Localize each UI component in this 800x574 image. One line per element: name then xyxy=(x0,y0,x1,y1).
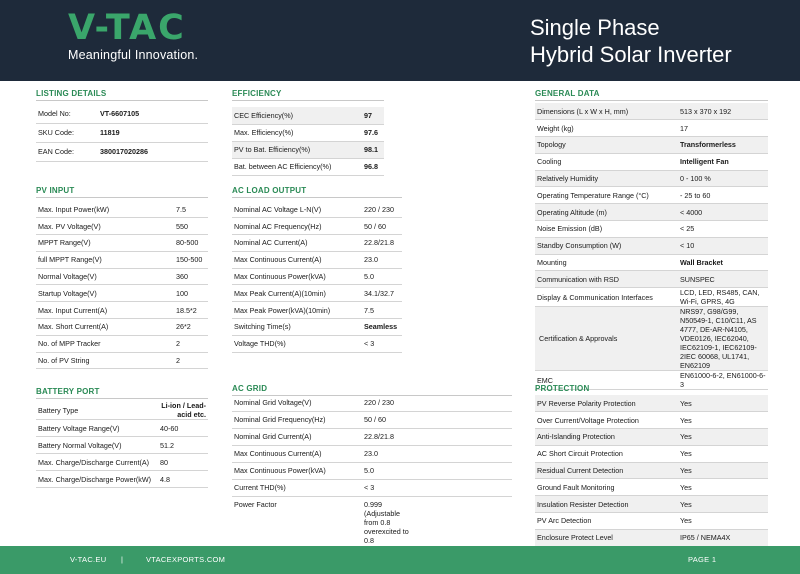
spec-value: 11819 xyxy=(98,123,208,142)
spec-label: Max. PV Voltage(V) xyxy=(36,218,174,235)
spec-label: Power Factor xyxy=(232,496,362,554)
spec-value: 26*2 xyxy=(174,319,208,336)
spec-value: EN61000-6-2, EN61000-6-3 xyxy=(678,371,768,390)
spec-value: 23.0 xyxy=(362,445,512,462)
spec-value: SUNSPEC xyxy=(678,271,768,288)
table-row xyxy=(36,420,208,437)
spec-value: 23.0 xyxy=(362,251,402,268)
spec-label: Max Peak Power(kVA)(10min) xyxy=(232,302,362,319)
spec-value: 4.8 xyxy=(158,471,208,488)
spec-value: - 25 to 60 xyxy=(678,187,768,204)
table-row xyxy=(232,462,512,479)
table-row xyxy=(36,218,208,235)
spec-label: Max. Charge/Discharge Power(kW) xyxy=(36,471,158,488)
spec-label: Battery Voltage Range(V) xyxy=(36,420,158,437)
spec-value: Yes xyxy=(678,429,768,446)
table-row xyxy=(232,201,402,218)
spec-label: Max Continuous Power(kVA) xyxy=(232,462,362,479)
spec-table-general xyxy=(535,103,768,390)
spec-label: Dimensions (L x W x H, mm) xyxy=(535,103,678,120)
table-row xyxy=(535,103,768,120)
spec-label: Bat. between AC Efficiency(%) xyxy=(232,158,362,175)
spec-value: 50 / 60 xyxy=(362,411,512,428)
spec-label: Certification & Approvals xyxy=(535,307,678,371)
table-row xyxy=(535,412,768,429)
spec-label: Max. Efficiency(%) xyxy=(232,124,362,141)
spec-value: 22.8/21.8 xyxy=(362,428,512,445)
section-title-pv: PV INPUT xyxy=(36,186,75,195)
spec-value: Transformerless xyxy=(678,137,768,154)
spec-label: PV to Bat. Efficiency(%) xyxy=(232,141,362,158)
table-row xyxy=(36,123,208,142)
table-row xyxy=(232,158,384,175)
spec-value: VT-6607105 xyxy=(98,104,208,123)
table-row xyxy=(535,204,768,221)
spec-label: Nominal AC Frequency(Hz) xyxy=(232,218,362,235)
spec-table-protection xyxy=(535,395,768,547)
section-title-protection: PROTECTION xyxy=(535,384,590,393)
spec-label: Topology xyxy=(535,137,678,154)
table-row xyxy=(36,251,208,268)
spec-value: 100 xyxy=(174,285,208,302)
header-banner xyxy=(0,0,800,81)
spec-label: AC Short Circuit Protection xyxy=(535,445,678,462)
table-row xyxy=(232,124,384,141)
spec-value: < 25 xyxy=(678,221,768,238)
table-row xyxy=(232,445,512,462)
spec-value: 51.2 xyxy=(158,437,208,454)
spec-table-acload xyxy=(232,201,402,353)
spec-label: full MPPT Range(V) xyxy=(36,251,174,268)
footer-separator: | xyxy=(121,555,124,564)
spec-value: 2 xyxy=(174,352,208,369)
table-row xyxy=(232,251,402,268)
table-row xyxy=(36,142,208,161)
table-row xyxy=(535,513,768,530)
table-row xyxy=(535,445,768,462)
spec-label: Max. Input Power(kW) xyxy=(36,201,174,218)
spec-value: 513 x 370 x 192 xyxy=(678,103,768,120)
spec-value: < 4000 xyxy=(678,204,768,221)
table-row xyxy=(232,141,384,158)
table-row xyxy=(535,529,768,546)
spec-value: Yes xyxy=(678,395,768,412)
spec-value: 220 / 230 xyxy=(362,201,402,218)
spec-value: NRS97, G98/G99, N50549-1, C10/C11, AS 4777, DE-AR-N4105, VDE0126, IEC62040, IEC62109-1, IEC62109-2IEC 60068, UL1741, EN62109 xyxy=(678,307,768,371)
spec-value: 550 xyxy=(174,218,208,235)
spec-label: Anti-Islanding Protection xyxy=(535,429,678,446)
table-row xyxy=(232,335,402,352)
spec-value: < 3 xyxy=(362,479,512,496)
table-row xyxy=(36,471,208,488)
spec-label: Cooling xyxy=(535,153,678,170)
table-row xyxy=(36,268,208,285)
spec-table-battery xyxy=(36,401,208,488)
spec-label: Enclosure Protect Level xyxy=(535,529,678,546)
spec-value: 5.0 xyxy=(362,268,402,285)
table-row xyxy=(232,107,384,124)
spec-table-acgrid xyxy=(232,394,512,555)
section-title-listing: LISTING DETAILS xyxy=(36,89,107,98)
spec-label: EMC xyxy=(535,371,678,390)
spec-label: Battery Normal Voltage(V) xyxy=(36,437,158,454)
spec-value: 18.5*2 xyxy=(174,302,208,319)
table-row xyxy=(535,153,768,170)
table-row xyxy=(36,104,208,123)
spec-label: Insulation Resister Detection xyxy=(535,496,678,513)
section-title-acload: AC LOAD OUTPUT xyxy=(232,186,307,195)
spec-label: Startup Voltage(V) xyxy=(36,285,174,302)
spec-value: 220 / 230 xyxy=(362,394,512,411)
table-row xyxy=(36,352,208,369)
table-row xyxy=(232,479,512,496)
table-row xyxy=(535,254,768,271)
spec-label: Ground Fault Monitoring xyxy=(535,479,678,496)
spec-value: Yes xyxy=(678,462,768,479)
spec-label: Max Continuous Current(A) xyxy=(232,445,362,462)
table-row xyxy=(535,237,768,254)
spec-value: LCD, LED, RS485, CAN, Wi-Fi, GPRS, 4G xyxy=(678,288,768,307)
spec-value: 150-500 xyxy=(174,251,208,268)
spec-value: 7.5 xyxy=(362,302,402,319)
table-row xyxy=(232,218,402,235)
spec-label: Max Continuous Power(kVA) xyxy=(232,268,362,285)
spec-value: 2 xyxy=(174,335,208,352)
section-divider-acload xyxy=(232,197,402,198)
table-row xyxy=(232,428,512,445)
spec-label: Switching Time(s) xyxy=(232,319,362,336)
section-title-acgrid: AC GRID xyxy=(232,384,268,393)
table-row xyxy=(535,307,768,371)
spec-value: Yes xyxy=(678,496,768,513)
spec-label: Current THD(%) xyxy=(232,479,362,496)
table-row xyxy=(36,235,208,252)
spec-label: EAN Code: xyxy=(36,142,98,161)
spec-value: Yes xyxy=(678,513,768,530)
spec-label: Model No: xyxy=(36,104,98,123)
table-row xyxy=(535,137,768,154)
footer-page-number: PAGE 1 xyxy=(688,555,717,564)
spec-label: Mounting xyxy=(535,254,678,271)
spec-value: < 3 xyxy=(362,335,402,352)
spec-value: Li-ion / Lead-acid etc. xyxy=(158,401,208,420)
spec-label: Over Current/Voltage Protection xyxy=(535,412,678,429)
table-row xyxy=(232,411,512,428)
spec-label: Nominal Grid Voltage(V) xyxy=(232,394,362,411)
spec-label: PV Arc Detection xyxy=(535,513,678,530)
spec-value: Wall Bracket xyxy=(678,254,768,271)
spec-table-listing xyxy=(36,104,208,162)
table-row xyxy=(535,187,768,204)
spec-value: 98.1 xyxy=(362,141,384,158)
spec-label: SKU Code: xyxy=(36,123,98,142)
spec-value: 97 xyxy=(362,107,384,124)
table-row xyxy=(535,271,768,288)
spec-value: IP65 / NEMA4X xyxy=(678,529,768,546)
spec-value: 40-60 xyxy=(158,420,208,437)
spec-label: MPPT Range(V) xyxy=(36,235,174,252)
spec-label: Standby Consumption (W) xyxy=(535,237,678,254)
spec-value: 5.0 xyxy=(362,462,512,479)
spec-table-efficiency xyxy=(232,107,384,176)
document-title xyxy=(530,14,732,68)
logo-tagline: Meaningful Innovation. xyxy=(68,48,199,62)
spec-value: 0 - 100 % xyxy=(678,170,768,187)
spec-label: Max. Charge/Discharge Current(A) xyxy=(36,454,158,471)
spec-label: PV Reverse Polarity Protection xyxy=(535,395,678,412)
spec-value: 0.999 (Adjustable from 0.8 overexcited to 0.8 xyxy=(362,496,512,554)
table-row xyxy=(36,335,208,352)
footer-bar xyxy=(0,546,800,574)
logo-wordmark: V-TAC xyxy=(68,8,186,48)
table-row xyxy=(232,235,402,252)
spec-label: Noise Emission (dB) xyxy=(535,221,678,238)
section-divider-pv xyxy=(36,197,208,198)
table-row xyxy=(36,454,208,471)
table-row xyxy=(36,437,208,454)
title-line-2: Hybrid Solar Inverter xyxy=(530,42,732,67)
spec-label: No. of PV String xyxy=(36,352,174,369)
spec-value: 360 xyxy=(174,268,208,285)
spec-label: Max. Short Current(A) xyxy=(36,319,174,336)
spec-label: Display & Communication Interfaces xyxy=(535,288,678,307)
spec-label: Normal Voltage(V) xyxy=(36,268,174,285)
section-divider-battery xyxy=(36,398,208,399)
spec-label: Voltage THD(%) xyxy=(232,335,362,352)
spec-label: Operating Altitude (m) xyxy=(535,204,678,221)
spec-value: Intelligent Fan xyxy=(678,153,768,170)
spec-label: Nominal Grid Frequency(Hz) xyxy=(232,411,362,428)
spec-label: Nominal AC Current(A) xyxy=(232,235,362,252)
table-row xyxy=(535,462,768,479)
table-row xyxy=(232,285,402,302)
table-row xyxy=(535,429,768,446)
spec-value: 80-500 xyxy=(174,235,208,252)
spec-value: 7.5 xyxy=(174,201,208,218)
section-title-battery: BATTERY PORT xyxy=(36,387,100,396)
spec-label: Residual Current Detection xyxy=(535,462,678,479)
spec-label: Max. Input Current(A) xyxy=(36,302,174,319)
table-row xyxy=(232,302,402,319)
spec-label: CEC Efficiency(%) xyxy=(232,107,362,124)
table-row xyxy=(36,319,208,336)
spec-value: 22.8/21.8 xyxy=(362,235,402,252)
spec-label: Battery Type xyxy=(36,401,158,420)
footer-link-vtacexports[interactable]: VTACEXPORTS.COM xyxy=(146,555,226,564)
footer-link-vtac-eu[interactable]: V-TAC.EU xyxy=(70,555,107,564)
spec-value: 50 / 60 xyxy=(362,218,402,235)
table-row xyxy=(535,479,768,496)
table-row xyxy=(535,496,768,513)
spec-value: 80 xyxy=(158,454,208,471)
spec-label: Relatively Humidity xyxy=(535,170,678,187)
table-row xyxy=(36,302,208,319)
table-row xyxy=(535,288,768,307)
spec-label: Nominal Grid Current(A) xyxy=(232,428,362,445)
table-row xyxy=(535,170,768,187)
spec-value: 96.8 xyxy=(362,158,384,175)
table-row xyxy=(232,268,402,285)
table-row xyxy=(232,319,402,336)
section-divider-efficiency xyxy=(232,100,384,101)
spec-value: < 10 xyxy=(678,237,768,254)
spec-value: Yes xyxy=(678,479,768,496)
table-row xyxy=(36,201,208,218)
section-title-general: GENERAL DATA xyxy=(535,89,600,98)
title-line-1: Single Phase xyxy=(530,15,660,40)
spec-label: Nominal AC Voltage L-N(V) xyxy=(232,201,362,218)
spec-value: Yes xyxy=(678,412,768,429)
table-row xyxy=(36,285,208,302)
brand-logo xyxy=(68,8,198,62)
table-row xyxy=(36,401,208,420)
spec-label: Weight (kg) xyxy=(535,120,678,137)
table-row xyxy=(535,120,768,137)
spec-value: 380017020286 xyxy=(98,142,208,161)
section-title-efficiency: EFFICIENCY xyxy=(232,89,282,98)
spec-table-pv xyxy=(36,201,208,369)
table-row xyxy=(535,395,768,412)
spec-value: Yes xyxy=(678,445,768,462)
section-divider-general xyxy=(535,100,768,101)
spec-label: Max Continuous Current(A) xyxy=(232,251,362,268)
table-row xyxy=(535,221,768,238)
table-row xyxy=(232,394,512,411)
spec-label: Max Peak Current(A)(10min) xyxy=(232,285,362,302)
spec-value: 17 xyxy=(678,120,768,137)
spec-label: Communication with RSD xyxy=(535,271,678,288)
spec-value: Seamless xyxy=(362,319,402,336)
spec-label: No. of MPP Tracker xyxy=(36,335,174,352)
section-divider-listing xyxy=(36,100,208,101)
spec-label: Operating Temperature Range (°C) xyxy=(535,187,678,204)
spec-value: 34.1/32.7 xyxy=(362,285,402,302)
spec-value: 97.6 xyxy=(362,124,384,141)
